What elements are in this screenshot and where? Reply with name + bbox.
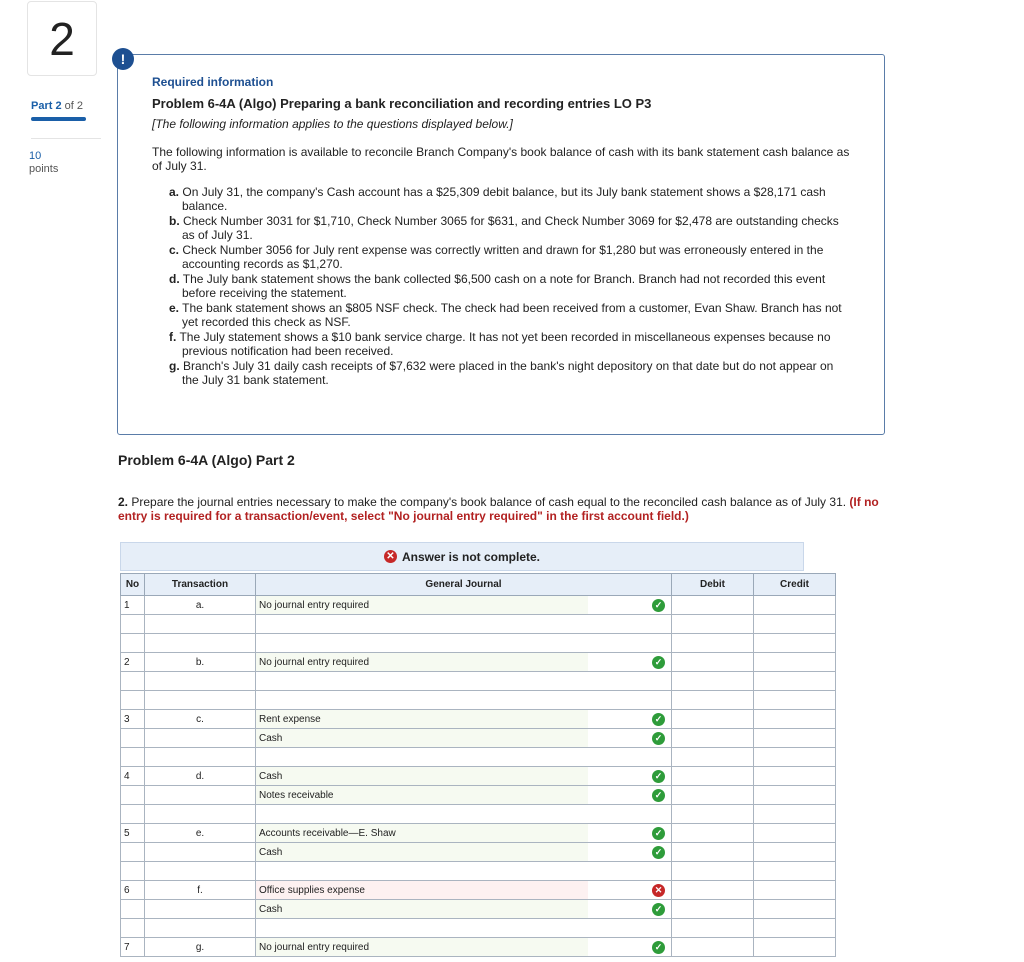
info-item-key: c.	[169, 243, 180, 257]
status-cell	[588, 881, 672, 900]
row-number	[121, 843, 145, 862]
points	[29, 150, 58, 176]
info-item	[169, 330, 850, 358]
row-transaction	[145, 729, 256, 748]
info-item-text: The bank statement shows an $805 NSF check. The check had been received from a customer, Evan Shaw. Branch has not yet recorded this check as NSF.	[182, 301, 842, 329]
status-cell	[588, 729, 672, 748]
credit-input[interactable]	[754, 672, 836, 691]
correct-check-icon: ✓	[652, 789, 665, 802]
header-credit: Credit	[754, 574, 836, 596]
credit-input[interactable]	[754, 824, 836, 843]
info-item-key: d.	[169, 272, 180, 286]
credit-input[interactable]	[754, 767, 836, 786]
row-number: 1	[121, 596, 145, 615]
account-field[interactable]: Cash	[256, 767, 588, 786]
table-row	[121, 881, 836, 900]
account-field[interactable]	[256, 691, 588, 710]
row-transaction	[145, 900, 256, 919]
row-number	[121, 786, 145, 805]
debit-input[interactable]	[672, 786, 754, 805]
info-item-text: The July statement shows a $10 bank service charge. It has not yet been recorded in miscellaneous expenses because no previous notification had been received.	[179, 330, 831, 358]
header-transaction: Transaction	[145, 574, 256, 596]
table-row	[121, 653, 836, 672]
row-number: 2	[121, 653, 145, 672]
table-row	[121, 843, 836, 862]
correct-check-icon: ✓	[652, 599, 665, 612]
correct-check-icon: ✓	[652, 713, 665, 726]
table-row	[121, 710, 836, 729]
credit-input[interactable]	[754, 862, 836, 881]
status-cell	[588, 634, 672, 653]
row-transaction	[145, 691, 256, 710]
credit-input[interactable]	[754, 710, 836, 729]
debit-input[interactable]	[672, 672, 754, 691]
account-field[interactable]	[256, 862, 588, 881]
credit-input[interactable]	[754, 748, 836, 767]
info-item-key: a.	[169, 185, 180, 199]
row-number	[121, 672, 145, 691]
credit-input[interactable]	[754, 900, 836, 919]
info-item-text: On July 31, the company's Cash account has a $25,309 debit balance, but its July bank statement shows a $28,171 cash balance.	[182, 185, 826, 213]
debit-input[interactable]	[672, 824, 754, 843]
info-item-text: Check Number 3056 for July rent expense was correctly written and drawn for $1,280 but was erroneously entered in the accounting records as $1,270.	[182, 243, 824, 271]
info-item-text: The July bank statement shows the bank collected $6,500 cash on a note for Branch. Branch had not recorded this event before receiving the statement.	[182, 272, 826, 300]
status-cell	[588, 615, 672, 634]
credit-input[interactable]	[754, 596, 836, 615]
status-cell	[588, 938, 672, 957]
header-debit: Debit	[672, 574, 754, 596]
account-field[interactable]: No journal entry required	[256, 653, 588, 672]
table-header-row	[121, 574, 836, 596]
correct-check-icon: ✓	[652, 732, 665, 745]
info-item	[169, 185, 850, 213]
table-row	[121, 824, 836, 843]
row-number: 4	[121, 767, 145, 786]
row-number	[121, 748, 145, 767]
row-transaction: e.	[145, 824, 256, 843]
credit-input[interactable]	[754, 786, 836, 805]
debit-input[interactable]	[672, 615, 754, 634]
table-row	[121, 596, 836, 615]
info-item	[169, 301, 850, 329]
info-item-key: g.	[169, 359, 180, 373]
status-cell	[588, 710, 672, 729]
debit-input[interactable]	[672, 862, 754, 881]
info-item-key: f.	[169, 330, 177, 344]
status-cell	[588, 748, 672, 767]
debit-input[interactable]	[672, 881, 754, 900]
table-row	[121, 729, 836, 748]
required-info-box	[117, 54, 885, 435]
row-number: 5	[121, 824, 145, 843]
row-number: 3	[121, 710, 145, 729]
credit-input[interactable]	[754, 729, 836, 748]
account-field[interactable]	[256, 615, 588, 634]
account-field[interactable]	[256, 919, 588, 938]
status-cell	[588, 596, 672, 615]
incomplete-x-icon: ✕	[384, 550, 397, 563]
correct-check-icon: ✓	[652, 770, 665, 783]
row-transaction	[145, 615, 256, 634]
row-transaction: d.	[145, 767, 256, 786]
table-row	[121, 767, 836, 786]
row-transaction: g.	[145, 938, 256, 957]
row-number	[121, 691, 145, 710]
debit-input[interactable]	[672, 843, 754, 862]
row-number: 7	[121, 938, 145, 957]
problem-title: Problem 6-4A (Algo) Preparing a bank reconciliation and recording entries LO P3	[152, 96, 652, 111]
instruction-number: 2.	[118, 495, 129, 509]
row-number	[121, 862, 145, 881]
credit-input[interactable]	[754, 634, 836, 653]
account-field[interactable]: Cash	[256, 843, 588, 862]
account-field[interactable]: Cash	[256, 729, 588, 748]
info-item	[169, 359, 850, 387]
debit-input[interactable]	[672, 748, 754, 767]
table-row	[121, 938, 836, 957]
credit-input[interactable]	[754, 843, 836, 862]
debit-input[interactable]	[672, 938, 754, 957]
debit-input[interactable]	[672, 634, 754, 653]
alert-icon: !	[112, 48, 134, 70]
correct-check-icon: ✓	[652, 903, 665, 916]
row-transaction	[145, 786, 256, 805]
points-label: points	[29, 163, 59, 175]
row-transaction	[145, 748, 256, 767]
rail-divider	[31, 138, 101, 139]
info-item	[169, 214, 850, 242]
row-transaction: c.	[145, 710, 256, 729]
account-field[interactable]	[256, 672, 588, 691]
correct-check-icon: ✓	[652, 846, 665, 859]
question-number: 2	[27, 1, 97, 76]
credit-input[interactable]	[754, 938, 836, 957]
info-item-text: Branch's July 31 daily cash receipts of $7,632 were placed in the bank's night depository on that date but do not appear on the July 31 bank statement.	[182, 359, 834, 387]
row-transaction	[145, 634, 256, 653]
row-transaction: f.	[145, 881, 256, 900]
status-cell	[588, 672, 672, 691]
instruction-text: Prepare the journal entries necessary to make the company's book balance of cash equal to the reconciled cash balance as of July 31.	[131, 495, 847, 509]
table-row	[121, 805, 836, 824]
debit-input[interactable]	[672, 596, 754, 615]
account-field[interactable]	[256, 634, 588, 653]
credit-input[interactable]	[754, 615, 836, 634]
header-no: No	[121, 574, 145, 596]
status-cell	[588, 805, 672, 824]
table-row	[121, 691, 836, 710]
part-of: of 2	[64, 100, 83, 112]
credit-input[interactable]	[754, 919, 836, 938]
part-indicator	[31, 100, 83, 112]
instruction-note: (If no entry is required for a transaction/event, select "No journal entry required" in the first account field.)	[118, 495, 879, 523]
account-field[interactable]: Rent expense	[256, 710, 588, 729]
status-cell	[588, 900, 672, 919]
row-number: 6	[121, 881, 145, 900]
row-transaction	[145, 919, 256, 938]
row-number	[121, 634, 145, 653]
credit-input[interactable]	[754, 805, 836, 824]
debit-input[interactable]	[672, 710, 754, 729]
account-field[interactable]: Accounts receivable—E. Shaw	[256, 824, 588, 843]
info-note: [The following information applies to the questions displayed below.]	[152, 117, 513, 131]
debit-input[interactable]	[672, 691, 754, 710]
debit-input[interactable]	[672, 767, 754, 786]
table-row	[121, 615, 836, 634]
table-row	[121, 862, 836, 881]
status-cell	[588, 919, 672, 938]
info-items	[152, 185, 850, 387]
row-transaction	[145, 862, 256, 881]
incorrect-x-icon: ✕	[652, 884, 665, 897]
table-row	[121, 919, 836, 938]
row-number	[121, 900, 145, 919]
account-field[interactable]: Notes receivable	[256, 786, 588, 805]
debit-input[interactable]	[672, 900, 754, 919]
account-field[interactable]: Cash	[256, 900, 588, 919]
journal-table	[120, 573, 836, 957]
required-info-heading: Required information	[152, 75, 274, 89]
status-cell	[588, 843, 672, 862]
correct-check-icon: ✓	[652, 941, 665, 954]
correct-check-icon: ✓	[652, 827, 665, 840]
row-number	[121, 729, 145, 748]
answer-status-banner	[120, 542, 804, 571]
debit-input[interactable]	[672, 919, 754, 938]
info-item-key: e.	[169, 301, 180, 315]
info-item-key: b.	[169, 214, 180, 228]
part-progress-bar	[31, 117, 86, 121]
instruction	[118, 495, 888, 523]
debit-input[interactable]	[672, 805, 754, 824]
info-intro: The following information is available to reconcile Branch Company's book balance of cash with its bank statement cash balance as of July 31.	[152, 145, 850, 173]
table-row	[121, 672, 836, 691]
status-cell	[588, 767, 672, 786]
status-cell	[588, 786, 672, 805]
journal-body	[121, 596, 836, 957]
row-transaction	[145, 843, 256, 862]
table-row	[121, 900, 836, 919]
row-number	[121, 805, 145, 824]
debit-input[interactable]	[672, 653, 754, 672]
credit-input[interactable]	[754, 881, 836, 900]
account-field[interactable]: No journal entry required	[256, 596, 588, 615]
answer-status-text: Answer is not complete.	[401, 549, 541, 564]
row-transaction: a.	[145, 596, 256, 615]
row-number	[121, 919, 145, 938]
header-general-journal: General Journal	[256, 574, 672, 596]
account-field[interactable]: No journal entry required	[256, 938, 588, 957]
status-cell	[588, 691, 672, 710]
row-transaction	[145, 672, 256, 691]
info-item	[169, 272, 850, 300]
part2-title: Problem 6-4A (Algo) Part 2	[118, 452, 295, 468]
row-number	[121, 615, 145, 634]
table-row	[121, 748, 836, 767]
status-cell	[588, 653, 672, 672]
correct-check-icon: ✓	[652, 656, 665, 669]
part-current: Part 2	[31, 100, 62, 112]
debit-input[interactable]	[672, 729, 754, 748]
row-transaction: b.	[145, 653, 256, 672]
account-field[interactable]: Office supplies expense	[256, 881, 588, 900]
status-cell	[588, 824, 672, 843]
info-item-text: Check Number 3031 for $1,710, Check Number 3065 for $631, and Check Number 3069 for $2,478 are outstanding checks as of July 31.	[182, 214, 839, 242]
points-value: 10	[29, 150, 42, 162]
account-field[interactable]	[256, 805, 588, 824]
table-row	[121, 786, 836, 805]
row-transaction	[145, 805, 256, 824]
status-cell	[588, 862, 672, 881]
info-item	[169, 243, 850, 271]
account-field[interactable]	[256, 748, 588, 767]
credit-input[interactable]	[754, 691, 836, 710]
credit-input[interactable]	[754, 653, 836, 672]
table-row	[121, 634, 836, 653]
